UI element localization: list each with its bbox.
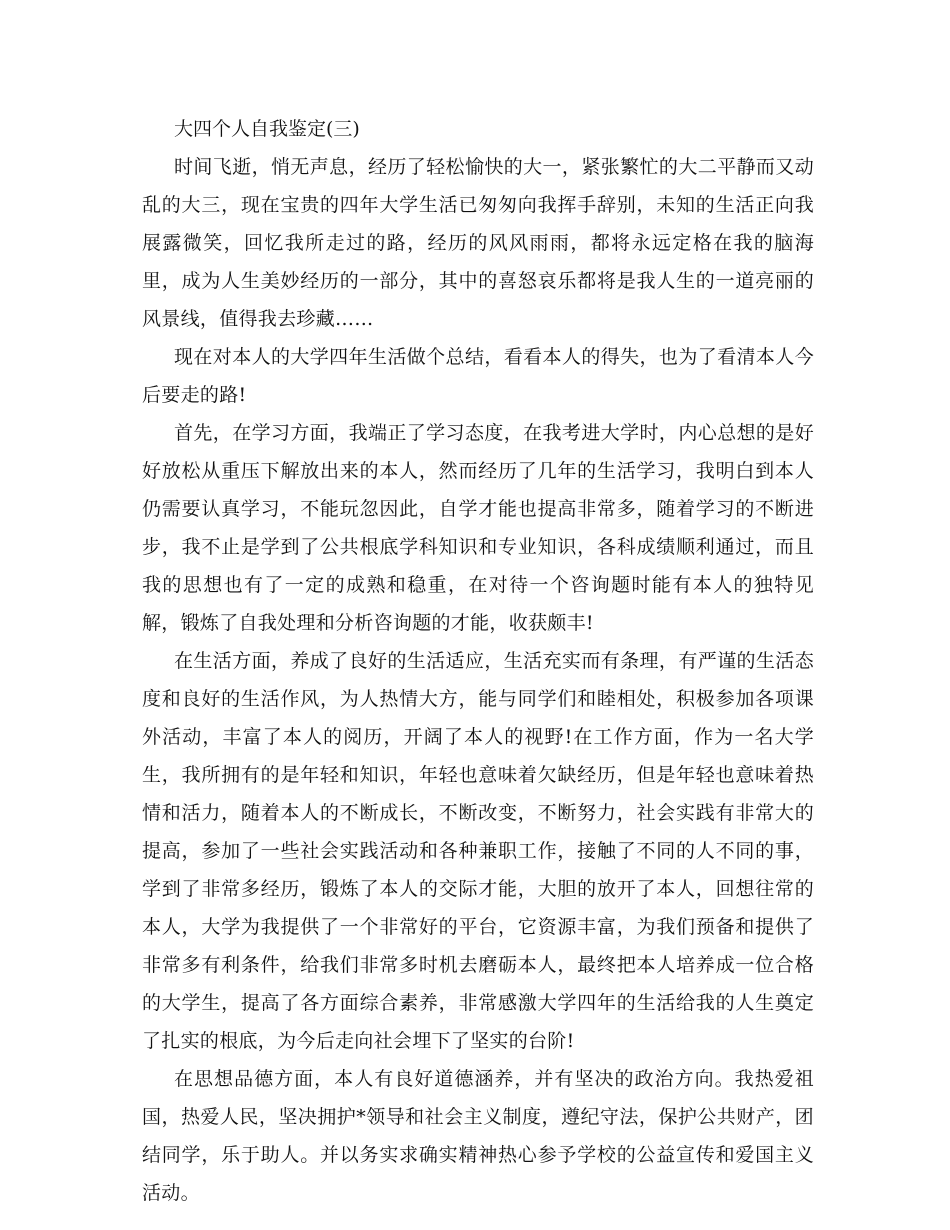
paragraph-life-work: 在生活方面，养成了良好的生活适应，生活充实而有条理，有严谨的生活态度和良好的生活作风，为人热情大方，能与同学们和睦相处，积极参加各项课外活动，丰富了本人的阅历，开阔了本人的视野!在工作方面，作为一名大学生，我所拥有的是年轻和知识，年轻也意味着欠缺经历，但是年轻也意味着热情和活力，随着本人的不断成长，不断改变，不断努力，社会实践有非常大的提高，参加了一些社会实践活动和各种兼职工作，接触了不同的人不同的事，学到了非常多经历，锻炼了本人的交际才能，大胆的放开了本人，回想往常的本人，大学为我提供了一个非常好的平台，它资源丰富，为我们预备和提供了非常多有利条件，给我们非常多时机去磨砺本人，最终把本人培养成一位合格的大学生，提高了各方面综合素养，非常感激大学四年的生活给我的人生奠定了扎实的根底，为今后走向社会埋下了坚实的台阶! — [142, 650, 814, 1052]
document-body — [142, 110, 814, 1212]
paragraph-summary: 现在对本人的大学四年生活做个总结，看看本人的得失，也为了看清本人今后要走的路! — [142, 346, 814, 406]
document-title: 大四个人自我鉴定(三) — [174, 118, 360, 140]
paragraph-moral: 在思想品德方面，本人有良好道德涵养，并有坚决的政治方向。我热爱祖国，热爱人民，坚决拥护*领导和社会主义制度，遵纪守法，保护公共财产，团结同学，乐于助人。并以务实求确实精神热心参予学校的公益宣传和爱国主义活动。 — [142, 1068, 814, 1204]
paragraph-study: 首先，在学习方面，我端正了学习态度，在我考进大学时，内心总想的是好好放松从重压下解放出来的本人，然而经历了几年的生活学习，我明白到本人仍需要认真学习，不能玩忽因此，自学才能也提高非常多，随着学习的不断进步，我不止是学到了公共根底学科知识和专业知识，各科成绩顺利通过，而且我的思想也有了一定的成熟和稳重，在对待一个咨询题时能有本人的独特见解，锻炼了自我处理和分析咨询题的才能，收获颇丰! — [142, 422, 814, 634]
paragraph-intro: 时间飞逝，悄无声息，经历了轻松愉快的大一，紧张繁忙的大二平静而又动乱的大三，现在宝贵的四年大学生活已匆匆向我挥手辞别，未知的生活正向我展露微笑，回忆我所走过的路，经历的风风雨雨，都将永远定格在我的脑海里，成为人生美妙经历的一部分，其中的喜怒哀乐都将是我人生的一道亮丽的风景线，值得我去珍藏…… — [142, 156, 814, 330]
